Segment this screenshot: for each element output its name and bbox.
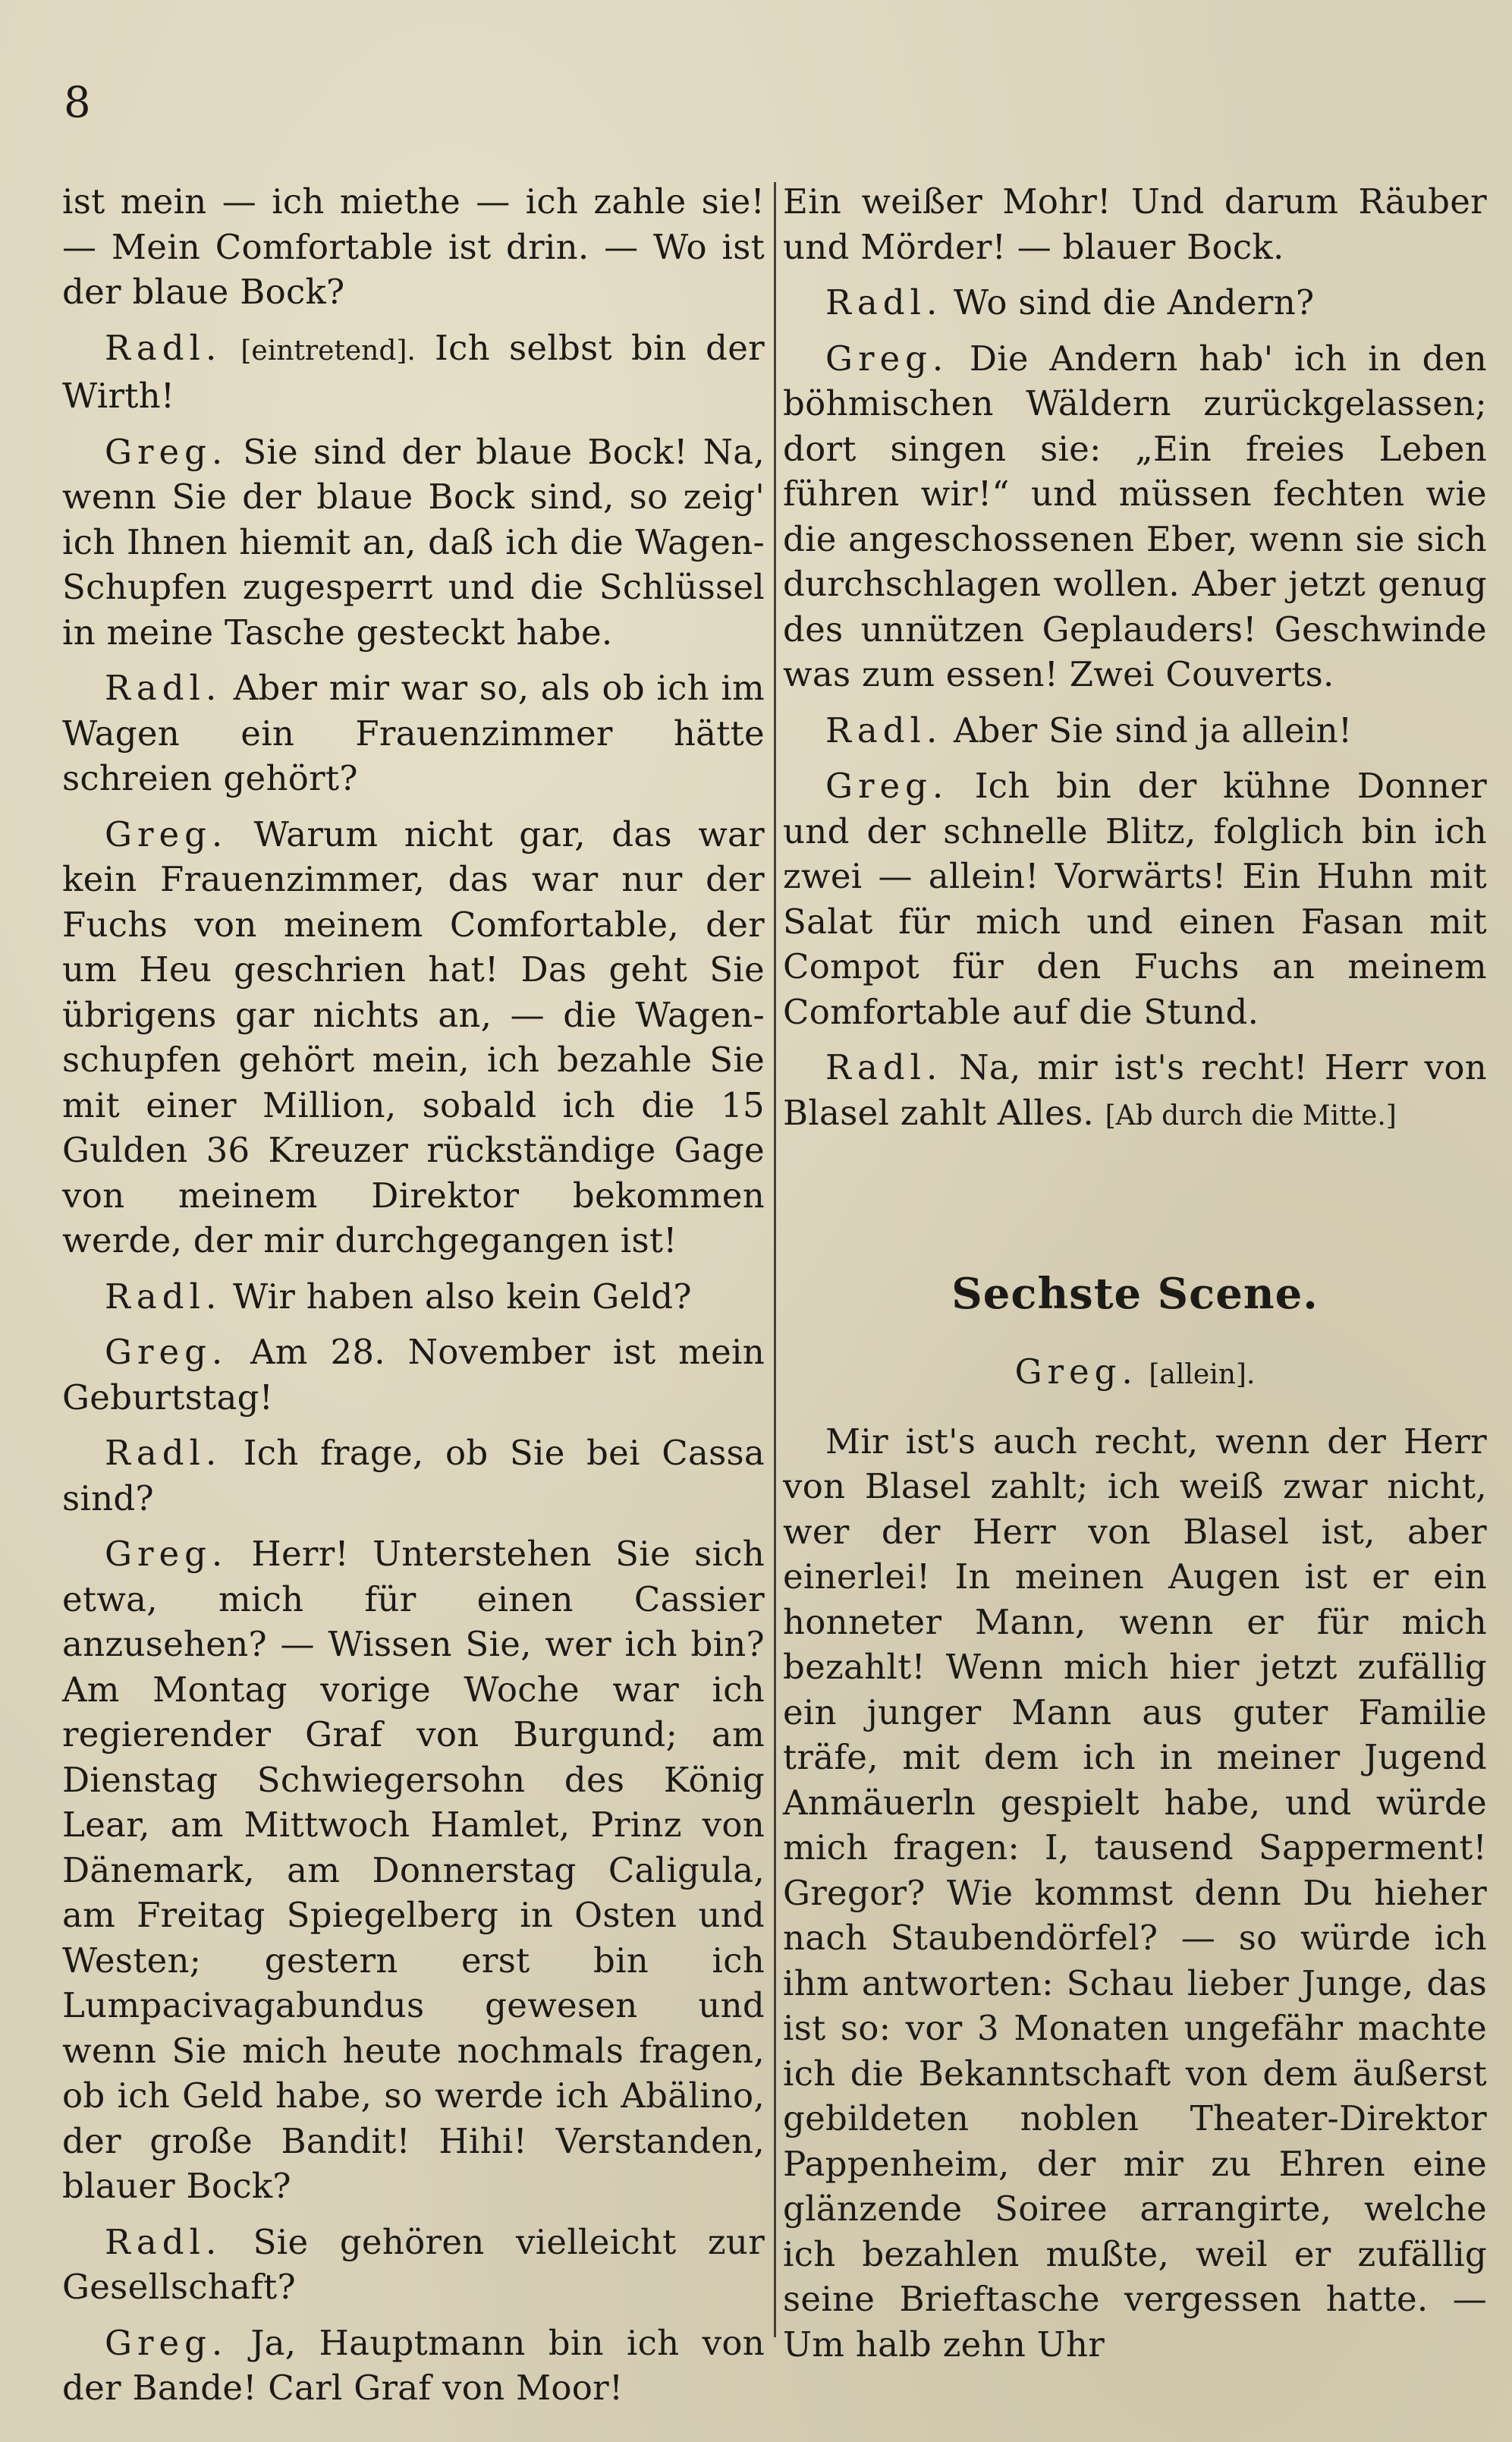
speaker-name: Radl. — [105, 2221, 222, 2262]
dialogue-paragraph — [62, 1274, 765, 1320]
dialogue-paragraph — [783, 1045, 1487, 1138]
dialogue-text: Ich frage, ob Sie bei Cassa sind? — [62, 1433, 765, 1518]
speaker-name: Greg. — [1014, 1352, 1138, 1392]
dialogue-text: Aber Sie sind ja allein! — [953, 710, 1353, 751]
column-divider — [774, 182, 776, 2337]
dialogue-paragraph — [62, 666, 765, 801]
dialogue-text: Ich bin der kühne Donner und der schnelle Blitz, folglich bin ich zwei — allein! Vorwärts! Ein Huhn mit Salat für mich und einen Fasan mit Compot für den Fuchs an meinem Comfortable auf die Stund. — [783, 766, 1487, 1032]
right-column — [783, 179, 1487, 2377]
dialogue-text: Aber mir war so, als ob ich im Wagen ein Frauenzimmer hätte schreien gehört? — [62, 668, 765, 798]
dialogue-paragraph — [783, 336, 1487, 697]
dialogue-paragraph — [62, 2220, 765, 2310]
dialogue-text: Am 28. November ist mein Geburtstag! — [62, 1332, 765, 1418]
dialogue-text: Mir ist's auch recht, wenn der Herr von Blasel zahlt; ich weiß zwar nicht, wer der Herr von Blasel ist, aber einerlei! In meinen Augen ist er ein honneter Mann, wenn er für mich bezahlt! Wenn mich hier jetzt zufällig ein junger Mann aus guter Familie träfe, mit dem ich in meiner Jugend Anmäuerln gespielt habe, und würde mich fragen: I, tausend Sapperment! Gregor? Wie kommst denn Du hieher nach Staubendörfel? — so würde ich ihm antworten: Schau lieber Junge, das ist so: vor 3 Monaten ungefähr machte ich die Bekanntschaft von dem äußerst gebildeten noblen Theater-Direktor Pappenheim, der mir zu Ehren eine glänzende Soiree arrangirte, welche ich bezahlen mußte, weil er zufällig seine Brieftasche vergessen hatte. — Um halb zehn Uhr — [783, 1421, 1487, 2365]
monologue-paragraph — [783, 1419, 1487, 2368]
dialogue-text: Warum nicht gar, das war kein Frauenzimmer, das war nur der Fuchs von meinem Comfortable, der um Heu geschrien hat! Das geht Sie übrigens gar nichts an, — die Wagen-schupfen gehört mein, ich bezahle Sie mit einer Million, sobald ich die 15 Gulden 36 Kreuzer rückständige Gage von meinem Direktor bekommen werde, der mir durchgegangen ist! — [62, 813, 765, 1260]
scene-speaker-line — [783, 1349, 1487, 1398]
dialogue-text: Ich selbst bin der Wirth! — [62, 327, 765, 416]
dialogue-text: Sie gehören vielleicht zur Gesellschaft? — [62, 2221, 765, 2307]
dialogue-paragraph — [62, 326, 765, 419]
dialogue-paragraph — [62, 812, 765, 1263]
speaker-name: Greg. — [105, 1534, 228, 1574]
speaker-name: Radl. — [105, 1433, 222, 1473]
dialogue-text: Wo sind die Andern? — [953, 282, 1315, 323]
speaker-name: Radl. — [105, 1276, 222, 1317]
speaker-name: Radl. — [105, 668, 222, 708]
dialogue-text: Na, mir ist's recht! Herr von Blasel zahlt Alles. — [783, 1047, 1487, 1133]
dialogue-text: Die Andern hab' ich in den böhmischen Wäldern zurückgelassen; dort singen sie: „Ein freies Leben führen wir!“ und müssen fechten wie die angeschossenen Eber, wenn sie sich durchschlagen wollen. Aber jetzt genug des unnützen Geplauders! Geschwinde was zum essen! Zwei Couverts. — [783, 338, 1487, 694]
dialogue-paragraph — [62, 1430, 765, 1521]
dialogue-text: Herr! Unterstehen Sie sich etwa, mich für einen Cassier anzusehen? — Wissen Sie, wer ich bin? Am Montag vorige Woche war ich regierender Graf von Burgund; am Dienstag Schwiegersohn des König Lear, am Mittwoch Hamlet, Prinz von Dänemark, am Donnerstag Caligula, am Freitag Spiegelberg in Osten und Westen; gestern erst bin ich Lumpacivagabundus gewesen und wenn Sie mich heute nochmals fragen, ob ich Geld habe, so werde ich Abälino, der große Bandit! Hihi! Verstanden, blauer Bock? — [62, 1534, 765, 2206]
dialogue-paragraph — [62, 1330, 765, 1420]
speaker-name: Greg. — [105, 2322, 228, 2363]
dialogue-text: ist mein — ich miethe — ich zahle sie! — Mein Comfortable ist drin. — Wo ist der blaue Bock? — [62, 181, 765, 312]
page-number: 8 — [64, 78, 91, 127]
dialogue-text: Ja, Hauptmann bin ich von der Bande! Carl Graf von Moor! — [62, 2322, 765, 2408]
stage-direction: [allein]. — [1149, 1359, 1256, 1390]
speaker-name: Radl. — [825, 282, 943, 323]
dialogue-text: Sie sind der blaue Bock! Na, wenn Sie der blaue Bock sind, so zeig' ich Ihnen hiemit an, daß ich die Wagen-Schupfen zugesperrt und die Schlüssel in meine Tasche gesteckt habe. — [62, 431, 765, 653]
speaker-name: Radl. — [825, 710, 943, 751]
scene-heading: Sechste Scene. — [951, 1269, 1319, 1319]
dialogue-paragraph — [62, 1531, 765, 2209]
speaker-name: Radl. — [105, 327, 222, 368]
left-column — [62, 179, 765, 2422]
dialogue-paragraph — [783, 280, 1487, 326]
dialogue-paragraph — [783, 708, 1487, 754]
dialogue-text: Wir haben also kein Geld? — [232, 1276, 692, 1317]
speaker-name: Radl. — [825, 1047, 943, 1087]
dialogue-paragraph — [783, 179, 1487, 269]
stage-direction: [eintretend]. — [240, 335, 416, 367]
dialogue-paragraph — [62, 179, 765, 315]
dialogue-paragraph — [783, 763, 1487, 1034]
dialogue-paragraph — [62, 430, 765, 656]
speaker-name: Greg. — [825, 766, 949, 806]
speaker-name: Greg. — [105, 431, 228, 472]
speaker-name: Greg. — [105, 1332, 228, 1372]
stage-direction: [Ab durch die Mitte.] — [1105, 1100, 1397, 1131]
speaker-name: Greg. — [825, 338, 949, 379]
speaker-name: Greg. — [105, 813, 228, 854]
dialogue-text: Ein weißer Mohr! Und darum Räuber und Mörder! — blauer Bock. — [783, 181, 1487, 267]
dialogue-paragraph — [62, 2321, 765, 2411]
